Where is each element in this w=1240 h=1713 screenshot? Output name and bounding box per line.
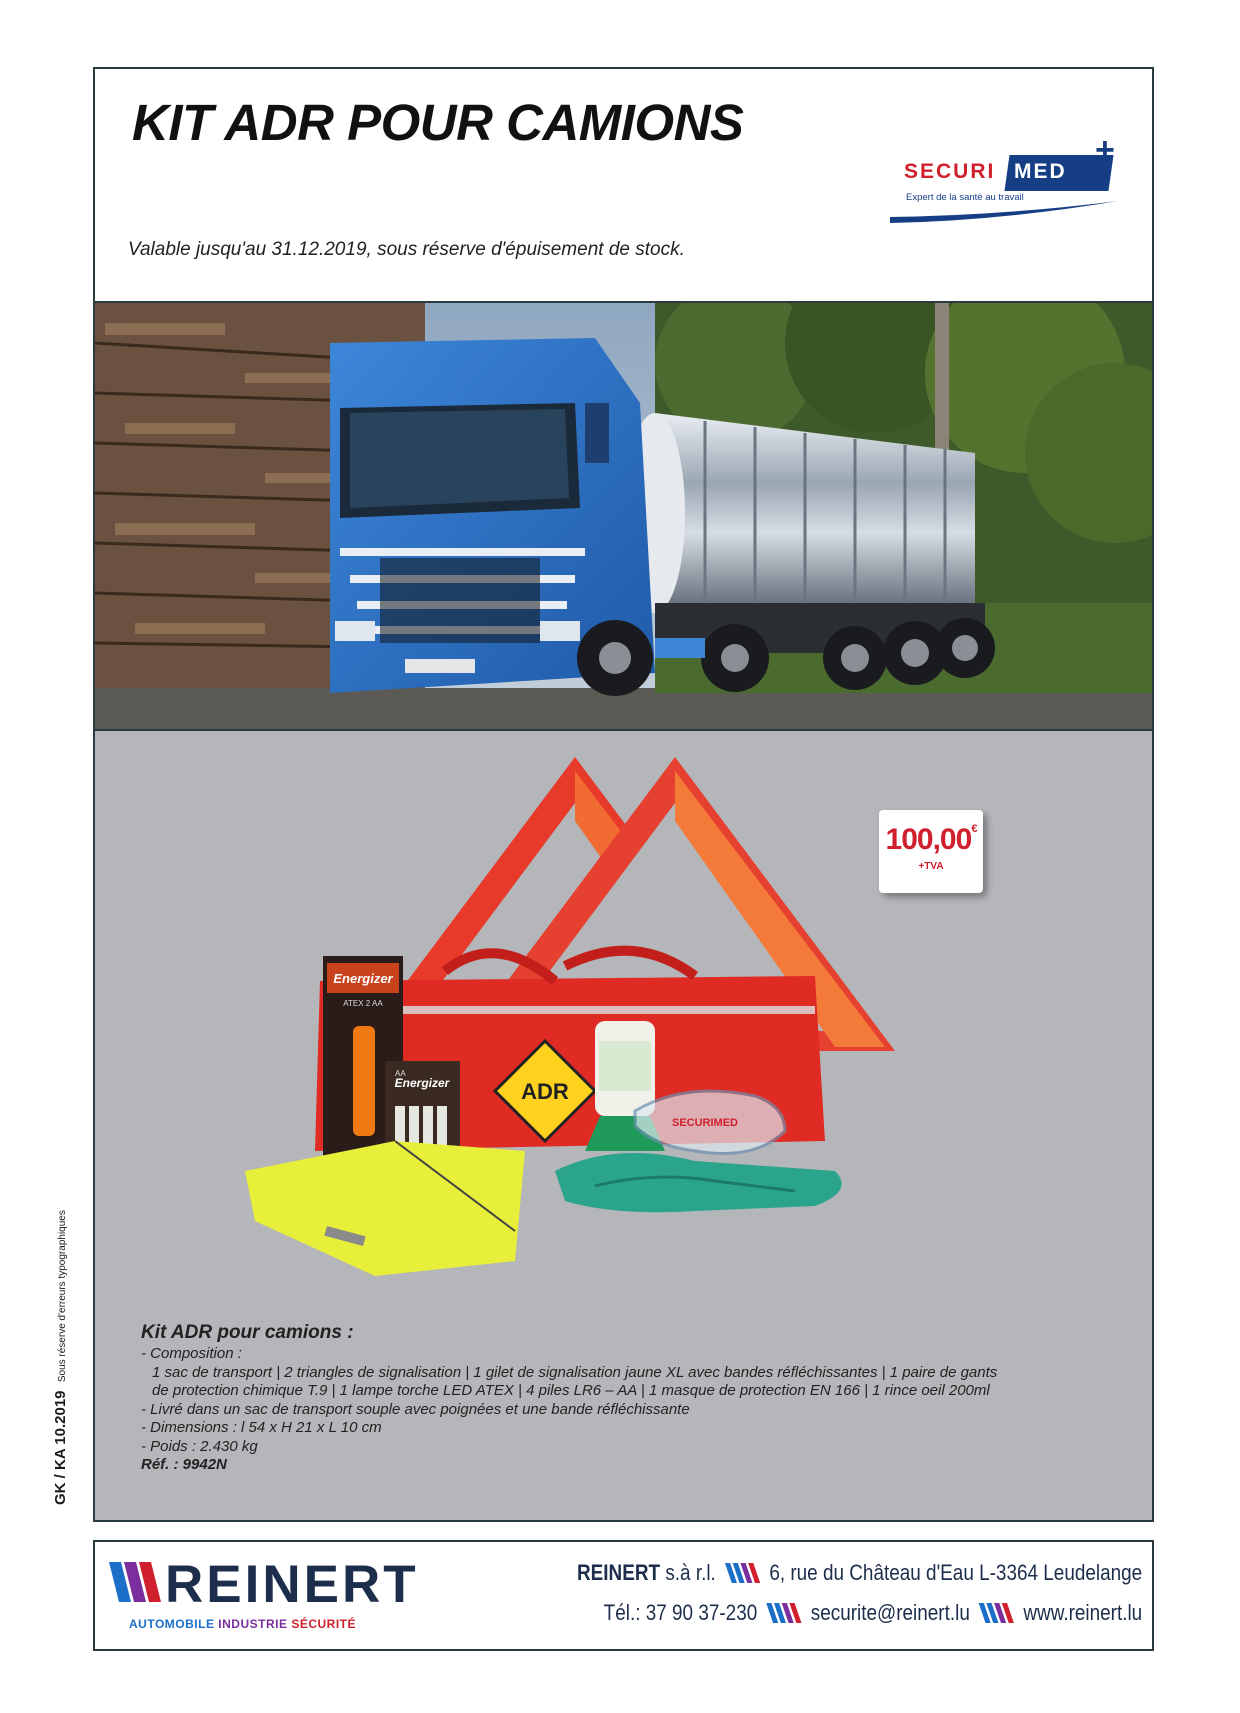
adr-placard-label: ADR xyxy=(521,1079,569,1104)
website-link[interactable]: www.reinert.lu xyxy=(1023,1600,1142,1625)
price-value: 100,00€ xyxy=(885,823,977,856)
securimed-tagline: Expert de la santé au travail xyxy=(906,192,1024,203)
goggles-brand-label: SECURIMED xyxy=(671,1117,739,1129)
battery-type-label: AA xyxy=(395,1069,406,1078)
description-line: - Dimensions : l 54 x H 21 x L 10 cm xyxy=(141,1419,382,1436)
header xyxy=(95,69,1152,301)
disclaimer: Sous réserve d'erreurs typographiques xyxy=(57,1210,68,1383)
validity-note: Valable jusqu'au 31.12.2019, sous réserve d'épuisement de stock. xyxy=(128,239,685,260)
description-line: - Composition : xyxy=(141,1345,242,1362)
securimed-logo-word-left: SECURI xyxy=(904,160,996,183)
separator-stripes-icon xyxy=(724,1563,760,1583)
product-description xyxy=(141,1321,1121,1475)
doc-code: GK / KA 10.2019 xyxy=(52,1390,69,1505)
sub-automobile: AUTOMOBILE xyxy=(129,1617,215,1631)
description-line: de protection chimique T.9 | 1 lampe torche LED ATEX | 4 piles LR6 – AA | 1 masque de protection EN 166 | 1 rince oeil 200ml xyxy=(152,1382,990,1399)
reinert-logo-sub xyxy=(129,1617,356,1631)
battery-brand-label: Energizer xyxy=(394,1076,450,1090)
contact-line-details xyxy=(603,1600,1142,1626)
reinert-stripes-icon xyxy=(109,1562,169,1610)
securimed-logo-word-right: MED xyxy=(1014,160,1067,183)
securimed-logo xyxy=(890,131,1135,227)
sub-industrie: INDUSTRIE xyxy=(218,1617,288,1631)
flashlight-model-label: ATEX 2 AA xyxy=(343,999,383,1008)
separator-stripes-icon xyxy=(766,1603,802,1623)
truck-illustration xyxy=(95,303,1152,731)
company-name: REINERT xyxy=(576,1560,660,1585)
product-illustration xyxy=(95,731,1152,1291)
description-line: - Poids : 2.430 kg xyxy=(141,1437,258,1455)
contact-line-address xyxy=(577,1560,1142,1586)
side-note xyxy=(52,1210,69,1505)
description-title: Kit ADR pour camions : xyxy=(141,1322,354,1343)
company-address: 6, rue du Château d'Eau L-3364 Leudelange xyxy=(769,1560,1142,1585)
email-link[interactable]: securite@reinert.lu xyxy=(810,1600,970,1625)
phone: Tél.: 37 90 37-230 xyxy=(603,1600,758,1625)
flashlight-brand-label: Energizer xyxy=(333,971,393,986)
price-tax-label: +TVA xyxy=(918,861,944,872)
footer xyxy=(93,1540,1154,1651)
page-title: KIT ADR POUR CAMIONS xyxy=(132,94,744,151)
product-section xyxy=(95,731,1152,1520)
price-tag xyxy=(879,810,983,893)
separator-stripes-icon xyxy=(978,1603,1014,1623)
company-suffix: s.à r.l. xyxy=(665,1560,716,1585)
currency-symbol: € xyxy=(971,823,977,835)
truck-photo xyxy=(95,301,1152,731)
flyer-frame xyxy=(93,67,1154,1522)
securimed-plus-icon: + xyxy=(1095,131,1115,169)
reinert-logo-word: REINERT xyxy=(165,1555,419,1614)
sub-securite: SÉCURITÉ xyxy=(291,1617,356,1631)
product-reference: Réf. : 9942N xyxy=(141,1456,227,1473)
securimed-swoosh-icon xyxy=(888,197,1128,227)
description-line: - Livré dans un sac de transport souple avec poignées et une bande réfléchissante xyxy=(141,1400,690,1418)
description-line: 1 sac de transport | 2 triangles de signalisation | 1 gilet de signalisation jaune XL avec bandes réfléchissantes | 1 paire de gants xyxy=(152,1363,998,1381)
